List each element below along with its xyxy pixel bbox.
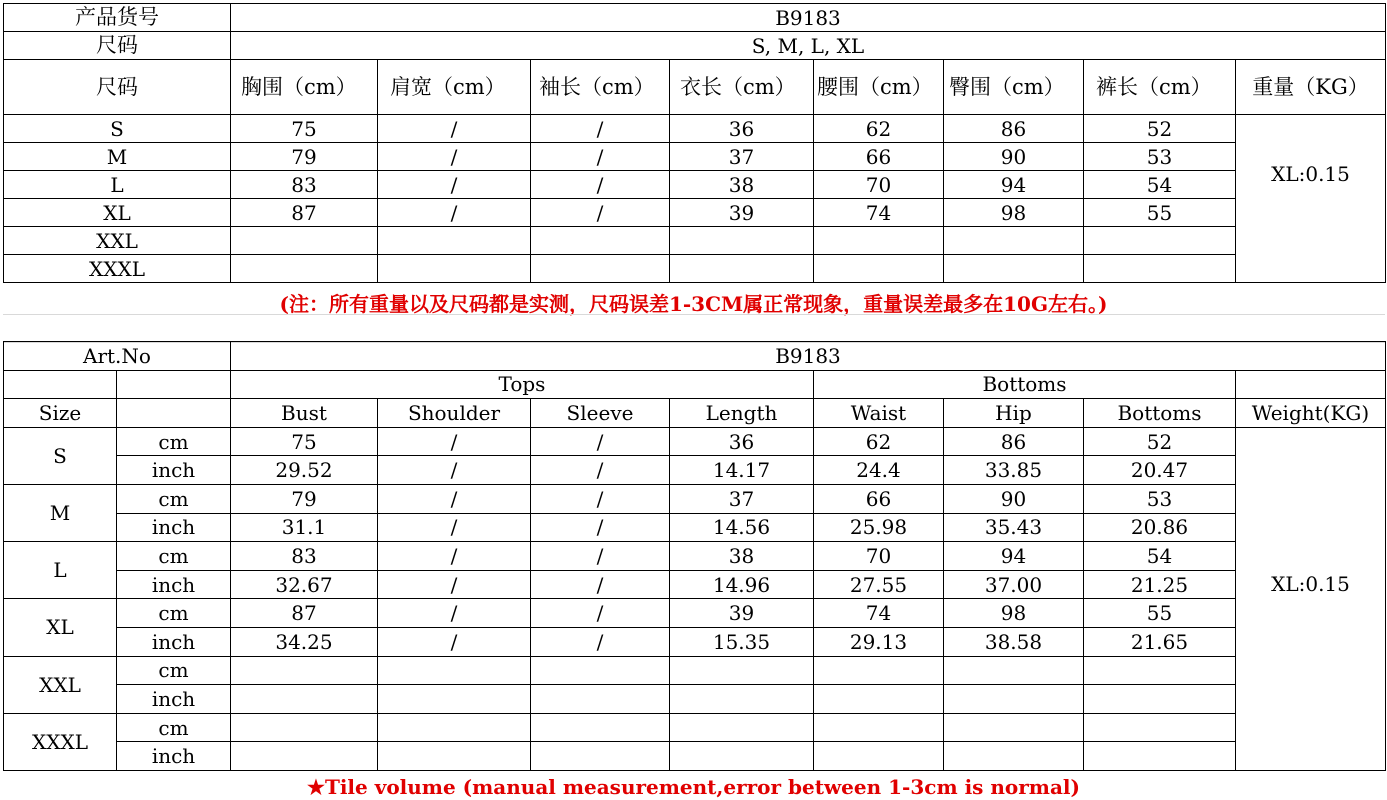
row-unit: cm bbox=[117, 656, 231, 685]
row-cell bbox=[944, 713, 1084, 742]
row-cell: 79 bbox=[231, 143, 378, 171]
row-cell bbox=[944, 255, 1084, 283]
header-size: 尺码 bbox=[4, 60, 231, 115]
row-unit: cm bbox=[117, 599, 231, 628]
header-sleeve: 袖长（cm） bbox=[531, 60, 670, 115]
row-cell bbox=[1084, 656, 1236, 685]
row-cell: 38.58 bbox=[944, 627, 1084, 656]
art-no-label: Art.No bbox=[4, 342, 231, 371]
row-cell bbox=[944, 742, 1084, 771]
blank-cell bbox=[117, 370, 231, 399]
blank-cell bbox=[1236, 370, 1386, 399]
row-cell: / bbox=[531, 570, 670, 599]
row-cell: 14.17 bbox=[670, 456, 814, 485]
row-cell: 54 bbox=[1084, 171, 1236, 199]
row-cell bbox=[378, 742, 531, 771]
row-cell: / bbox=[531, 115, 670, 143]
row-size: XXXL bbox=[4, 713, 117, 770]
row-cell: / bbox=[531, 627, 670, 656]
row-size: S bbox=[4, 115, 231, 143]
header-waist: Waist bbox=[814, 399, 944, 428]
row-cell bbox=[378, 656, 531, 685]
row-unit: inch bbox=[117, 456, 231, 485]
row-cell: 53 bbox=[1084, 143, 1236, 171]
row-cell: 83 bbox=[231, 542, 378, 571]
row-cell bbox=[378, 685, 531, 714]
row-cell: 27.55 bbox=[814, 570, 944, 599]
row-cell: 39 bbox=[670, 599, 814, 628]
header-pants-length: 裤长（cm） bbox=[1084, 60, 1236, 115]
row-cell: 53 bbox=[1084, 484, 1236, 513]
row-cell bbox=[1084, 685, 1236, 714]
row-cell: 24.4 bbox=[814, 456, 944, 485]
row-cell: 70 bbox=[814, 171, 944, 199]
row-cell bbox=[231, 742, 378, 771]
row-cell: 52 bbox=[1084, 427, 1236, 456]
row-cell: / bbox=[378, 171, 531, 199]
row-cell: 15.35 bbox=[670, 627, 814, 656]
row-cell: 86 bbox=[944, 115, 1084, 143]
weight-value: XL:0.15 bbox=[1236, 427, 1386, 770]
row-cell: 33.85 bbox=[944, 456, 1084, 485]
row-cell: / bbox=[378, 542, 531, 571]
row-cell bbox=[670, 685, 814, 714]
cn-size-table bbox=[3, 3, 1386, 283]
table-row bbox=[4, 599, 1386, 628]
row-cell: 94 bbox=[944, 542, 1084, 571]
row-unit: inch bbox=[117, 742, 231, 771]
row-cell: / bbox=[378, 484, 531, 513]
row-cell bbox=[944, 685, 1084, 714]
row-cell: 90 bbox=[944, 143, 1084, 171]
spacer-row bbox=[3, 314, 1385, 343]
row-cell: 62 bbox=[814, 427, 944, 456]
row-cell bbox=[1084, 227, 1236, 255]
row-cell: / bbox=[378, 427, 531, 456]
header-unit bbox=[117, 399, 231, 428]
row-cell: / bbox=[531, 171, 670, 199]
row-cell: / bbox=[378, 115, 531, 143]
row-cell: 90 bbox=[944, 484, 1084, 513]
star-icon: ★ bbox=[307, 775, 325, 799]
row-cell: / bbox=[378, 627, 531, 656]
row-cell: 79 bbox=[231, 484, 378, 513]
table-row bbox=[4, 484, 1386, 513]
row-cell bbox=[1084, 713, 1236, 742]
row-cell: 66 bbox=[814, 143, 944, 171]
en-note-text: Tile volume (manual measurement,error between 1-3cm is normal) bbox=[324, 775, 1080, 799]
row-cell: / bbox=[531, 199, 670, 227]
row-cell: / bbox=[378, 143, 531, 171]
row-cell: 86 bbox=[944, 427, 1084, 456]
row-cell: 21.25 bbox=[1084, 570, 1236, 599]
row-cell: / bbox=[531, 513, 670, 542]
row-cell: 20.86 bbox=[1084, 513, 1236, 542]
row-cell: 62 bbox=[814, 115, 944, 143]
row-cell bbox=[670, 227, 814, 255]
row-cell: 37 bbox=[670, 484, 814, 513]
header-length: Length bbox=[670, 399, 814, 428]
row-cell bbox=[814, 713, 944, 742]
header-hip: Hip bbox=[944, 399, 1084, 428]
product-number-label: 产品货号 bbox=[4, 4, 231, 32]
product-number-value: B9183 bbox=[231, 4, 1386, 32]
en-size-table bbox=[3, 341, 1386, 771]
row-unit: cm bbox=[117, 484, 231, 513]
row-unit: inch bbox=[117, 685, 231, 714]
row-cell bbox=[231, 685, 378, 714]
row-cell bbox=[944, 656, 1084, 685]
row-cell: 98 bbox=[944, 199, 1084, 227]
row-cell: 98 bbox=[944, 599, 1084, 628]
row-unit: cm bbox=[117, 542, 231, 571]
row-cell: 74 bbox=[814, 599, 944, 628]
table-row bbox=[4, 456, 1386, 485]
header-weight: 重量（KG） bbox=[1236, 60, 1386, 115]
row-cell: 37.00 bbox=[944, 570, 1084, 599]
size-values: S, M, L, XL bbox=[231, 32, 1386, 60]
art-no-value: B9183 bbox=[231, 342, 1386, 371]
table-row bbox=[4, 656, 1386, 685]
row-cell bbox=[378, 227, 531, 255]
row-cell: / bbox=[378, 456, 531, 485]
row-cell bbox=[670, 742, 814, 771]
row-cell bbox=[670, 656, 814, 685]
header-weight: Weight(KG) bbox=[1236, 399, 1386, 428]
row-cell: 38 bbox=[670, 171, 814, 199]
row-cell bbox=[531, 742, 670, 771]
row-cell: 74 bbox=[814, 199, 944, 227]
header-length: 衣长（cm） bbox=[670, 60, 814, 115]
row-cell: / bbox=[531, 484, 670, 513]
row-cell bbox=[670, 255, 814, 283]
row-cell: 14.56 bbox=[670, 513, 814, 542]
header-bust: 胸围（cm） bbox=[231, 60, 378, 115]
row-size: XL bbox=[4, 199, 231, 227]
table-row bbox=[4, 513, 1386, 542]
row-cell: 75 bbox=[231, 115, 378, 143]
row-cell: / bbox=[531, 143, 670, 171]
row-cell: 37 bbox=[670, 143, 814, 171]
row-cell bbox=[531, 656, 670, 685]
row-cell: 21.65 bbox=[1084, 627, 1236, 656]
cn-measurement-note: (注：所有重量以及尺码都是实测，尺码误差1-3CM属正常现象，重量误差最多在10G左右。) bbox=[279, 292, 1108, 316]
header-waist: 腰围（cm） bbox=[814, 60, 944, 115]
table-row bbox=[4, 713, 1386, 742]
row-cell bbox=[531, 685, 670, 714]
row-size: L bbox=[4, 542, 117, 599]
row-cell bbox=[1084, 255, 1236, 283]
row-cell: 32.67 bbox=[231, 570, 378, 599]
row-cell: 75 bbox=[231, 427, 378, 456]
blank-cell bbox=[4, 370, 117, 399]
header-shoulder: 肩宽（cm） bbox=[378, 60, 531, 115]
table-row bbox=[4, 742, 1386, 771]
row-cell: 39 bbox=[670, 199, 814, 227]
row-cell: 83 bbox=[231, 171, 378, 199]
row-cell bbox=[531, 713, 670, 742]
row-cell: 36 bbox=[670, 427, 814, 456]
row-size: XXL bbox=[4, 656, 117, 713]
row-cell bbox=[814, 255, 944, 283]
en-measurement-note bbox=[0, 775, 1387, 799]
header-size: Size bbox=[4, 399, 117, 428]
row-cell bbox=[531, 255, 670, 283]
row-cell bbox=[531, 227, 670, 255]
row-unit: inch bbox=[117, 570, 231, 599]
row-size: XL bbox=[4, 599, 117, 656]
row-cell: / bbox=[531, 599, 670, 628]
weight-value: XL:0.15 bbox=[1236, 115, 1386, 283]
row-cell: / bbox=[531, 456, 670, 485]
row-cell: 14.96 bbox=[670, 570, 814, 599]
table-row bbox=[4, 570, 1386, 599]
row-cell: 87 bbox=[231, 199, 378, 227]
group-tops: Tops bbox=[231, 370, 814, 399]
row-cell: / bbox=[531, 542, 670, 571]
row-cell bbox=[231, 255, 378, 283]
row-cell: 31.1 bbox=[231, 513, 378, 542]
row-cell bbox=[814, 685, 944, 714]
table-row bbox=[4, 427, 1386, 456]
row-cell bbox=[814, 742, 944, 771]
row-cell: 55 bbox=[1084, 599, 1236, 628]
row-cell: 29.13 bbox=[814, 627, 944, 656]
table-row bbox=[4, 542, 1386, 571]
row-cell: 29.52 bbox=[231, 456, 378, 485]
row-cell bbox=[231, 227, 378, 255]
row-cell: / bbox=[378, 599, 531, 628]
row-cell: / bbox=[378, 570, 531, 599]
row-size: S bbox=[4, 427, 117, 484]
row-cell bbox=[814, 227, 944, 255]
row-cell bbox=[944, 227, 1084, 255]
row-cell bbox=[378, 255, 531, 283]
row-size: L bbox=[4, 171, 231, 199]
row-size: M bbox=[4, 484, 117, 541]
row-unit: inch bbox=[117, 513, 231, 542]
row-cell: 25.98 bbox=[814, 513, 944, 542]
row-cell: 54 bbox=[1084, 542, 1236, 571]
row-cell: / bbox=[531, 427, 670, 456]
row-cell: 35.43 bbox=[944, 513, 1084, 542]
row-cell bbox=[814, 656, 944, 685]
row-cell: / bbox=[378, 513, 531, 542]
header-hip: 臀围（cm） bbox=[944, 60, 1084, 115]
row-cell: 20.47 bbox=[1084, 456, 1236, 485]
row-cell: / bbox=[378, 199, 531, 227]
header-bottoms: Bottoms bbox=[1084, 399, 1236, 428]
row-cell: 94 bbox=[944, 171, 1084, 199]
row-unit: inch bbox=[117, 627, 231, 656]
header-shoulder: Shoulder bbox=[378, 399, 531, 428]
row-size: XXXL bbox=[4, 255, 231, 283]
size-label: 尺码 bbox=[4, 32, 231, 60]
table-row bbox=[4, 627, 1386, 656]
row-unit: cm bbox=[117, 713, 231, 742]
row-cell bbox=[231, 713, 378, 742]
row-cell: 70 bbox=[814, 542, 944, 571]
table-row bbox=[4, 685, 1386, 714]
row-cell: 52 bbox=[1084, 115, 1236, 143]
row-cell: 34.25 bbox=[231, 627, 378, 656]
group-bottoms: Bottoms bbox=[814, 370, 1236, 399]
row-cell bbox=[231, 656, 378, 685]
row-size: M bbox=[4, 143, 231, 171]
row-cell bbox=[670, 713, 814, 742]
row-cell: 66 bbox=[814, 484, 944, 513]
row-cell: 36 bbox=[670, 115, 814, 143]
row-unit: cm bbox=[117, 427, 231, 456]
row-cell bbox=[1084, 742, 1236, 771]
row-cell: 38 bbox=[670, 542, 814, 571]
row-size: XXL bbox=[4, 227, 231, 255]
row-cell: 87 bbox=[231, 599, 378, 628]
header-bust: Bust bbox=[231, 399, 378, 428]
header-sleeve: Sleeve bbox=[531, 399, 670, 428]
row-cell: 55 bbox=[1084, 199, 1236, 227]
row-cell bbox=[378, 713, 531, 742]
